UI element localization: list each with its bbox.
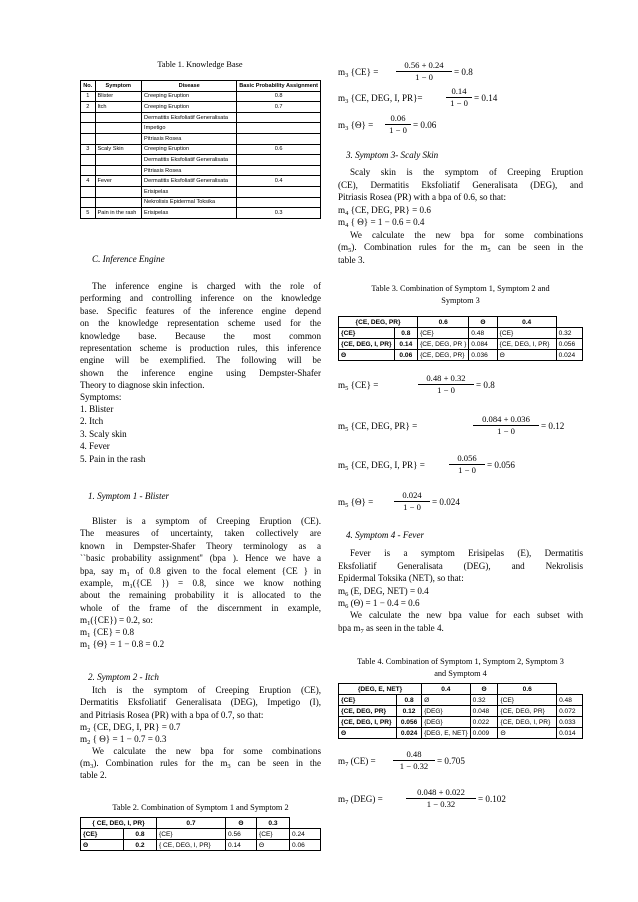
equation-label: $m_5$ {CE, DEG, I, PR} = (338, 460, 425, 472)
table-row (81, 123, 321, 134)
fraction-numerator: 0.056 (457, 453, 477, 463)
table-cell (237, 123, 321, 134)
table-cell (81, 165, 96, 176)
table-cell: {CE, DEG, I, PR} (497, 339, 556, 350)
equation-label: $m_5$ {Θ} = (338, 497, 374, 509)
table-cell: Θ (498, 728, 557, 739)
table-cell: 0.084 (469, 339, 497, 350)
table-cell: {CE, DEG, I, PR} (498, 717, 557, 728)
fraction (396, 60, 452, 83)
equation: $m_2$ { Θ} = 1 − 0.7 = 0.3 (80, 734, 167, 746)
equation-label: $m_3$ {Θ} = (338, 120, 374, 132)
paragraph-line: table 2. (80, 770, 107, 780)
table-cell: {CE, DEG, PR } (418, 339, 469, 350)
table-cell (81, 133, 96, 144)
column-header: Basic Probability Assignment (237, 81, 321, 92)
equation: $m_1$ {CE} = 0.8 (80, 627, 134, 639)
table4-caption-line: and Symptom 4 (434, 669, 487, 678)
fraction-denominator: 1 − 0 (458, 465, 476, 475)
fraction (394, 490, 430, 513)
equation-label: $m_5$ {CE, DEG, PR} = (338, 421, 418, 433)
section-heading: C. Inference Engine (92, 254, 165, 264)
table-cell: 0.3 (257, 818, 290, 829)
fraction (418, 373, 474, 396)
paragraph-last-line: Theory to diagnose skin infection. (80, 380, 205, 390)
paragraph-line: performing and controlling inference on the knowledge (80, 293, 321, 304)
table-cell: Θ (81, 840, 124, 851)
table-cell: Pitriasis Rosea (142, 165, 237, 176)
table-cell: {DEG, E, NET} (339, 684, 422, 695)
paragraph-line: knowledge base. Because the most common (80, 330, 321, 341)
fraction (446, 86, 472, 109)
fraction-denominator: 1 − 0 (389, 125, 407, 135)
paragraph-line: We calculate the new bpa value for each subset with (350, 610, 583, 620)
table-row (81, 144, 321, 155)
table-cell: 0.8 (397, 695, 422, 706)
table-cell (81, 155, 96, 166)
table-cell: Θ (257, 840, 290, 851)
fraction-numerator: 0.048 + 0.022 (417, 787, 465, 797)
table-cell: {CE} (257, 829, 290, 840)
list-item: 4. Fever (80, 441, 110, 452)
table-cell: 0.8 (124, 829, 157, 840)
fraction-numerator: 0.06 (390, 113, 406, 123)
paragraph-line: whole of the frame of the discernment in example, (80, 602, 321, 613)
table-cell: 0.14 (226, 840, 257, 851)
table-cell (81, 197, 96, 208)
table-cell: Itch (95, 102, 142, 113)
equation: $m_4$ {CE, DEG, PR} = 0.6 (338, 205, 431, 217)
table-cell: {DEG, E, NET} (422, 728, 471, 739)
paragraph-line: about the remaining probability it is allocated to the (80, 590, 321, 601)
table-cell: 0.009 (470, 728, 498, 739)
table-cell (95, 123, 142, 134)
section-heading: 3. Symptom 3- Scaly Skin (346, 150, 439, 160)
paragraph-line: bpa, say $m_1$ of 0.8 given to the focal element {CE } in (80, 565, 321, 578)
table-cell (95, 165, 142, 176)
table-cell: 0.7 (237, 102, 321, 113)
paragraph-line: Epidermal Toksika (NET), so that: (338, 573, 464, 583)
table-cell: Creeping Eruption (142, 102, 237, 113)
table-row (81, 840, 321, 851)
table-cell: 0.4 (237, 176, 321, 187)
table-cell: {CE} (157, 829, 226, 840)
list-item: 3. Scaly skin (80, 428, 127, 439)
paragraph-line: example, $m_1(\{CE$ }) = 0.8, since we know nothing (80, 578, 321, 590)
paragraph-line: $(m_5)$. Combination rules for the $m_5$ can be seen in the (338, 242, 583, 254)
paragraph-line: on the knowledge representation scheme used for the (80, 318, 321, 329)
table-cell: 0.7 (157, 818, 226, 829)
fraction-denominator: 1 − 0 (437, 385, 455, 395)
table-cell: Pitriasis Rosea (142, 133, 237, 144)
fraction-denominator: 1 − 0.32 (426, 799, 456, 809)
table-row (339, 695, 583, 706)
combination-table-2 (80, 817, 321, 851)
table-cell: 0.024 (397, 728, 422, 739)
table-cell: {CE} (418, 328, 469, 339)
table-cell: {CE, DEG, PR} (339, 317, 418, 328)
table-cell: 0.6 (418, 317, 469, 328)
table-cell: 0.072 (557, 706, 583, 717)
table-cell: {CE, DEG, PR} (418, 350, 469, 361)
equation-result: = 0.102 (478, 794, 506, 804)
table-cell: Θ (339, 728, 397, 739)
fraction-numerator: 0.14 (451, 86, 467, 96)
table-cell: Fever (95, 176, 142, 187)
table-row (339, 717, 583, 728)
table-row (81, 102, 321, 113)
paragraph-line: Fever is a symptom Erisipelas (E), Dermatitis (350, 548, 583, 558)
table-cell: Nekrolisis Epidermal Toksika (142, 197, 237, 208)
fraction (449, 453, 485, 476)
table-cell: 0.4 (497, 317, 556, 328)
table3-caption-line: Symptom 3 (441, 296, 480, 305)
table-row (339, 728, 583, 739)
table-cell: Θ (497, 350, 556, 361)
table-cell: 0.022 (470, 717, 498, 728)
table-cell: {DEG} (422, 717, 471, 728)
table-row (81, 133, 321, 144)
table-row (81, 165, 321, 176)
table-cell (237, 133, 321, 144)
table-cell: Θ (470, 684, 498, 695)
table-cell: 0.32 (556, 328, 582, 339)
table2-caption: Table 2. Combination of Symptom 1 and Symptom 2 (112, 803, 289, 812)
table-row (339, 706, 583, 717)
paragraph-line: Pitriasis Rosea (PR) with a bpa of 0.6, so that: (338, 192, 506, 202)
table-row (339, 339, 583, 350)
table-row (339, 328, 583, 339)
column-header: Disease (142, 81, 237, 92)
table-cell: 0.056 (556, 339, 582, 350)
table-cell: 0.033 (557, 717, 583, 728)
paragraph-line: (CE), Dermatitis Eksfoliatif Generalisata (DEG), and (338, 179, 583, 190)
table-cell: 0.2 (124, 840, 157, 851)
equation-result: = 0.056 (487, 460, 515, 470)
equation: $m_1(\{CE\}) = 0.2$, so: (80, 615, 153, 627)
combination-table-3 (338, 316, 583, 361)
table-cell: {DEG} (422, 706, 471, 717)
paragraph-line: $(m_3)$. Combination rules for the $m_3$ can be seen in the (80, 758, 321, 770)
table-cell: 3 (81, 144, 96, 155)
table-cell: { CE, DEG, I, PR} (157, 840, 226, 851)
table-cell: 0.14 (394, 339, 418, 350)
table-cell: 1 (81, 91, 96, 102)
equation-result: = 0.705 (437, 756, 465, 766)
fraction (406, 787, 476, 810)
table-cell: Dermatitis Eksfoliatif Generalisata (142, 155, 237, 166)
table-header-row (81, 81, 321, 92)
table-cell: 0.06 (394, 350, 418, 361)
paragraph-line: base. Specific features of the inference engine depend (80, 305, 321, 316)
symptoms-label: Symptoms: (80, 392, 122, 402)
table-cell: 0.56 (226, 829, 257, 840)
table-cell: 2 (81, 102, 96, 113)
table-row (81, 155, 321, 166)
equation-result: = 0.8 (476, 380, 495, 390)
fraction (473, 414, 539, 437)
table-cell: {CE, DEG, I, PR} (339, 339, 395, 350)
fraction-numerator: 0.48 + 0.32 (426, 373, 466, 383)
column-header: Symptom (95, 81, 142, 92)
fraction (385, 113, 411, 136)
table-header-row (81, 818, 321, 829)
table-cell: 4 (81, 176, 96, 187)
table-cell (237, 155, 321, 166)
table-row (81, 176, 321, 187)
table-cell: {CE, DEG, PR} (498, 706, 557, 717)
table-cell: {CE, DEG, I, PR} (339, 717, 397, 728)
table-row (81, 829, 321, 840)
table-cell (81, 123, 96, 134)
table-cell: Impetigo (142, 123, 237, 134)
paragraph-line: Scaly skin is the symptom of Creeping Eruption (350, 167, 583, 177)
table-cell: { CE, DEG, I, PR} (81, 818, 157, 829)
table-row (81, 208, 321, 219)
table-cell: 0.48 (469, 328, 497, 339)
table-cell: 0.056 (397, 717, 422, 728)
table-cell: 0.4 (422, 684, 471, 695)
section-heading: 4. Symptom 4 - Fever (346, 530, 425, 540)
fraction-numerator: 0.024 (402, 490, 422, 500)
equation-label: $m_5$ {CE} = (338, 380, 379, 392)
table-cell: 0.8 (237, 91, 321, 102)
table-cell: 0.8 (394, 328, 418, 339)
paragraph-line: We calculate the new bpa for some combinations (350, 230, 583, 240)
equation: $m_4$ { Θ} = 1 − 0.6 = 0.4 (338, 217, 425, 229)
paragraph-line: table 3. (338, 255, 365, 265)
table-cell: Dermatitis Eksfoliatif Generalisata (142, 112, 237, 123)
table-cell: Dermatitis Eksfoliatif Generalisata (142, 176, 237, 187)
paragraph-line: The measures of uncertainty, taken collectively are (80, 528, 321, 539)
table-cell (95, 155, 142, 166)
table-cell (95, 112, 142, 123)
table-cell: {CE} (339, 695, 397, 706)
table-row (81, 112, 321, 123)
equation: $m_1$ {Θ} = 1 − 0.8 = 0.2 (80, 639, 165, 651)
paragraph-line: Eksfoliatif Generalisata (DEG), and Nekrolisis (338, 560, 583, 571)
table-cell: Θ (226, 818, 257, 829)
table-cell (95, 133, 142, 144)
equation-label: $m_3$ {CE} = (338, 67, 379, 79)
fraction-denominator: 1 − 0 (403, 502, 421, 512)
fraction-denominator: 1 − 0 (497, 426, 515, 436)
paragraph-line: Dermatitis Eksfoliatif Generalisata (DEG), Impetigo (I), (80, 697, 321, 708)
table-cell: {CE} (498, 695, 557, 706)
table-cell: 0.036 (469, 350, 497, 361)
table-cell: 0.32 (470, 695, 498, 706)
table-cell (81, 186, 96, 197)
fraction-numerator: 0.56 + 0.24 (404, 60, 444, 70)
table-row (81, 186, 321, 197)
equation-label: $m_7$ (DEG) = (338, 794, 383, 806)
equation-result: = 0.12 (541, 421, 565, 431)
equation: $m_6$ (Θ) = 1 − 0.4 = 0.6 (338, 598, 420, 610)
equation-result: = 0.024 (432, 497, 460, 507)
paragraph-line: and Pitriasis Rosea (PR) with a bpa of 0.7, so that: (80, 710, 264, 720)
table-cell: 0.048 (470, 706, 498, 717)
table-cell: 0.3 (237, 208, 321, 219)
table-header-row (339, 317, 583, 328)
table-cell: Blister (95, 91, 142, 102)
paragraph-line: The inference engine is charged with the role of (92, 281, 321, 291)
paragraph-line: bpa $m_7$ as seen in the table 4. (338, 623, 444, 635)
combination-table-4 (338, 683, 583, 739)
table-cell (237, 197, 321, 208)
fraction-numerator: 0.084 + 0.036 (482, 414, 530, 424)
table-row (81, 197, 321, 208)
paragraph-line: known in Dempster-Shafer Theory terminology as a (80, 540, 321, 551)
column-header: No. (81, 81, 96, 92)
list-item: 1. Blister (80, 404, 114, 414)
table3-caption-line: Table 3. Combination of Symptom 1, Symptom 2 and (371, 284, 550, 293)
fraction-denominator: 1 − 0 (450, 98, 468, 108)
equation-label: $m_7$ (CE) = (338, 756, 376, 768)
fraction-denominator: 1 − 0.32 (399, 761, 429, 771)
equation: $m_6$ (E, DEG, NET) = 0.4 (338, 586, 429, 598)
equation: $m_2$ {CE, DEG, I, PR} = 0.7 (80, 722, 181, 734)
table-cell: Creeping Eruption (142, 144, 237, 155)
table-cell: 5 (81, 208, 96, 219)
equation-label: $m_3$ {CE, DEG, I, PR}= (338, 93, 423, 105)
table-cell (81, 112, 96, 123)
paragraph-line: ``basic probability assignment'' (bpa ). Hence we have a (80, 553, 321, 564)
paragraph-line: shown the inference engine using Dempster-Shafer (80, 367, 321, 378)
table-cell (95, 197, 142, 208)
fraction-numerator: 0.48 (406, 749, 422, 759)
paragraph-line: We calculate the new bpa for some combinations (92, 746, 321, 756)
table-cell: Erisipelas (142, 208, 237, 219)
equation-result: = 0.14 (474, 93, 498, 103)
table-cell (95, 186, 142, 197)
table-cell: 0.48 (557, 695, 583, 706)
table-cell: {CE, DEG, PR} (339, 706, 397, 717)
knowledge-base-table (80, 80, 321, 219)
table-cell: 0.6 (498, 684, 557, 695)
table-cell: Scaly Skin (95, 144, 142, 155)
table-cell: {CE} (339, 328, 395, 339)
list-item: 2. Itch (80, 416, 104, 427)
fraction (393, 749, 435, 772)
section-heading: 1. Symptom 1 - Blister (88, 491, 170, 501)
table4-caption-line: Table 4. Combination of Symptom 1, Symptom 2, Symptom 3 (357, 657, 564, 666)
table1-caption: Table 1. Knowledge Base (157, 60, 243, 69)
table-cell: 0.6 (237, 144, 321, 155)
equation-result: = 0.8 (454, 67, 473, 77)
fraction-denominator: 1 − 0 (415, 72, 433, 82)
table-row (339, 350, 583, 361)
table-cell: 0.24 (290, 829, 321, 840)
table-cell: Θ (469, 317, 497, 328)
table-cell: Θ (339, 350, 395, 361)
table-cell: 0.024 (556, 350, 582, 361)
paragraph-line: Itch is the symptom of Creeping Eruption (CE), (92, 685, 321, 695)
table-cell: 0.014 (557, 728, 583, 739)
section-heading: 2. Symptom 2 - Itch (88, 672, 159, 682)
table-cell: Creeping Eruption (142, 91, 237, 102)
table-cell: Erisipelas (142, 186, 237, 197)
table-row (81, 91, 321, 102)
table-cell (237, 186, 321, 197)
paragraph-line: engine will be exemplified. The following will be (80, 355, 321, 366)
equation-result: = 0.06 (413, 120, 437, 130)
paragraph-line: representation scheme is production rules, this inference (80, 343, 321, 353)
paragraph-line: Blister is a symptom of Creeping Eruption (CE). (92, 516, 321, 526)
table-header-row (339, 684, 583, 695)
table-cell: 0.12 (397, 706, 422, 717)
table-cell (237, 165, 321, 176)
table-cell: {CE} (497, 328, 556, 339)
table-cell (237, 112, 321, 123)
table-cell: Pain in the rash (95, 208, 142, 219)
table-cell: {CE} (81, 829, 124, 840)
table-cell: Ø (422, 695, 471, 706)
table-cell: 0.06 (290, 840, 321, 851)
list-item: 5. Pain in the rash (80, 453, 146, 464)
